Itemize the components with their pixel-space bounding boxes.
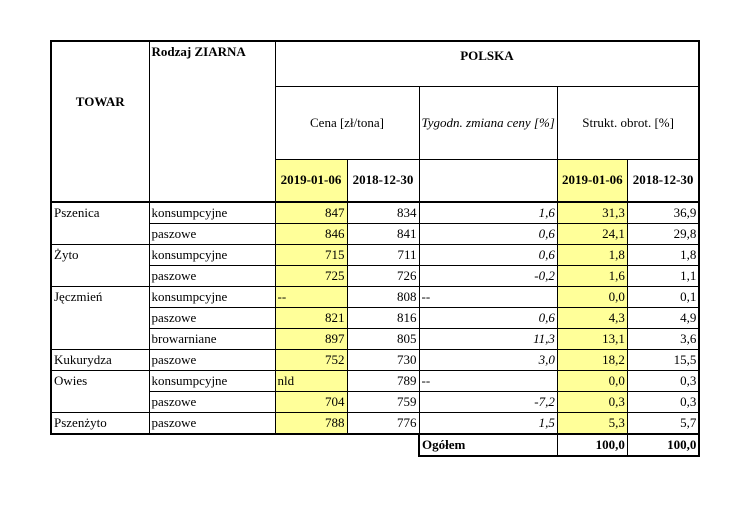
table-row	[51, 370, 699, 391]
table-row	[51, 202, 699, 224]
date-zmiana-empty	[419, 160, 557, 202]
strukt-current-cell: 0,0	[557, 286, 627, 307]
zmiana-cell: --	[419, 286, 557, 307]
strukt-prev-cell: 0,3	[627, 370, 699, 391]
cena-prev-cell: 805	[347, 328, 419, 349]
cena-current-cell: 752	[275, 349, 347, 370]
header-towar: TOWAR	[51, 41, 149, 202]
strukt-prev-cell: 3,6	[627, 328, 699, 349]
cena-current-cell: 704	[275, 391, 347, 412]
towar-cell	[51, 223, 149, 244]
total-spacer	[51, 434, 419, 456]
towar-cell	[51, 328, 149, 349]
rodzaj-cell: konsumpcyjne	[149, 286, 275, 307]
rodzaj-cell: paszowe	[149, 265, 275, 286]
cena-current-cell: 788	[275, 412, 347, 434]
strukt-current-cell: 31,3	[557, 202, 627, 224]
total-strukt-prev: 100,0	[627, 434, 699, 456]
table-row	[51, 328, 699, 349]
strukt-current-cell: 4,3	[557, 307, 627, 328]
cena-current-cell: --	[275, 286, 347, 307]
table-row	[51, 307, 699, 328]
zmiana-cell: 1,6	[419, 202, 557, 224]
cena-prev-cell: 808	[347, 286, 419, 307]
rodzaj-cell: paszowe	[149, 391, 275, 412]
cena-prev-cell: 711	[347, 244, 419, 265]
cena-prev-cell: 841	[347, 223, 419, 244]
towar-cell: Pszenica	[51, 202, 149, 224]
zmiana-cell: 0,6	[419, 244, 557, 265]
cena-prev-cell: 776	[347, 412, 419, 434]
cena-current-cell: 715	[275, 244, 347, 265]
table-row	[51, 223, 699, 244]
cena-current-cell: 725	[275, 265, 347, 286]
strukt-current-cell: 24,1	[557, 223, 627, 244]
strukt-prev-cell: 0,3	[627, 391, 699, 412]
date-cena-prev: 2018-12-30	[347, 160, 419, 202]
header-zmiana: Tygodn. zmiana ceny [%]	[419, 87, 557, 160]
rodzaj-cell: paszowe	[149, 349, 275, 370]
zmiana-cell: 0,6	[419, 307, 557, 328]
total-strukt-current: 100,0	[557, 434, 627, 456]
date-strukt-current: 2019-01-06	[557, 160, 627, 202]
cena-current-cell: 897	[275, 328, 347, 349]
header-strukt: Strukt. obrot. [%]	[557, 87, 699, 160]
zmiana-cell: -7,2	[419, 391, 557, 412]
zmiana-cell: -0,2	[419, 265, 557, 286]
strukt-current-cell: 0,0	[557, 370, 627, 391]
date-strukt-prev: 2018-12-30	[627, 160, 699, 202]
cena-prev-cell: 834	[347, 202, 419, 224]
rodzaj-cell: browarniane	[149, 328, 275, 349]
towar-cell	[51, 265, 149, 286]
zmiana-cell: --	[419, 370, 557, 391]
strukt-prev-cell: 0,1	[627, 286, 699, 307]
cena-prev-cell: 759	[347, 391, 419, 412]
table-row	[51, 391, 699, 412]
table-row	[51, 412, 699, 434]
cena-current-cell: 846	[275, 223, 347, 244]
zmiana-cell: 3,0	[419, 349, 557, 370]
strukt-prev-cell: 15,5	[627, 349, 699, 370]
zmiana-cell: 1,5	[419, 412, 557, 434]
total-label: Ogółem	[419, 434, 557, 456]
header-cena: Cena [zł/tona]	[275, 87, 419, 160]
strukt-current-cell: 1,8	[557, 244, 627, 265]
towar-cell: Kukurydza	[51, 349, 149, 370]
cena-prev-cell: 730	[347, 349, 419, 370]
total-row	[51, 434, 699, 456]
cena-current-cell: nld	[275, 370, 347, 391]
strukt-prev-cell: 36,9	[627, 202, 699, 224]
table-row	[51, 286, 699, 307]
header-polska: POLSKA	[275, 41, 699, 87]
towar-cell: Pszenżyto	[51, 412, 149, 434]
cena-prev-cell: 789	[347, 370, 419, 391]
header-rodzaj: Rodzaj ZIARNA	[149, 41, 275, 202]
strukt-prev-cell: 29,8	[627, 223, 699, 244]
towar-cell	[51, 307, 149, 328]
cena-prev-cell: 816	[347, 307, 419, 328]
table-row	[51, 244, 699, 265]
strukt-prev-cell: 5,7	[627, 412, 699, 434]
towar-cell	[51, 391, 149, 412]
towar-cell: Jęczmień	[51, 286, 149, 307]
towar-cell: Żyto	[51, 244, 149, 265]
strukt-current-cell: 18,2	[557, 349, 627, 370]
strukt-prev-cell: 1,8	[627, 244, 699, 265]
rodzaj-cell: konsumpcyjne	[149, 244, 275, 265]
cena-current-cell: 821	[275, 307, 347, 328]
strukt-prev-cell: 1,1	[627, 265, 699, 286]
price-table	[50, 40, 700, 457]
cena-prev-cell: 726	[347, 265, 419, 286]
cena-current-cell: 847	[275, 202, 347, 224]
rodzaj-cell: paszowe	[149, 412, 275, 434]
towar-cell: Owies	[51, 370, 149, 391]
date-cena-current: 2019-01-06	[275, 160, 347, 202]
strukt-current-cell: 0,3	[557, 391, 627, 412]
rodzaj-cell: paszowe	[149, 223, 275, 244]
rodzaj-cell: konsumpcyjne	[149, 370, 275, 391]
rodzaj-cell: paszowe	[149, 307, 275, 328]
strukt-prev-cell: 4,9	[627, 307, 699, 328]
strukt-current-cell: 1,6	[557, 265, 627, 286]
zmiana-cell: 11,3	[419, 328, 557, 349]
rodzaj-cell: konsumpcyjne	[149, 202, 275, 224]
table-row	[51, 349, 699, 370]
strukt-current-cell: 5,3	[557, 412, 627, 434]
table-row	[51, 265, 699, 286]
zmiana-cell: 0,6	[419, 223, 557, 244]
strukt-current-cell: 13,1	[557, 328, 627, 349]
